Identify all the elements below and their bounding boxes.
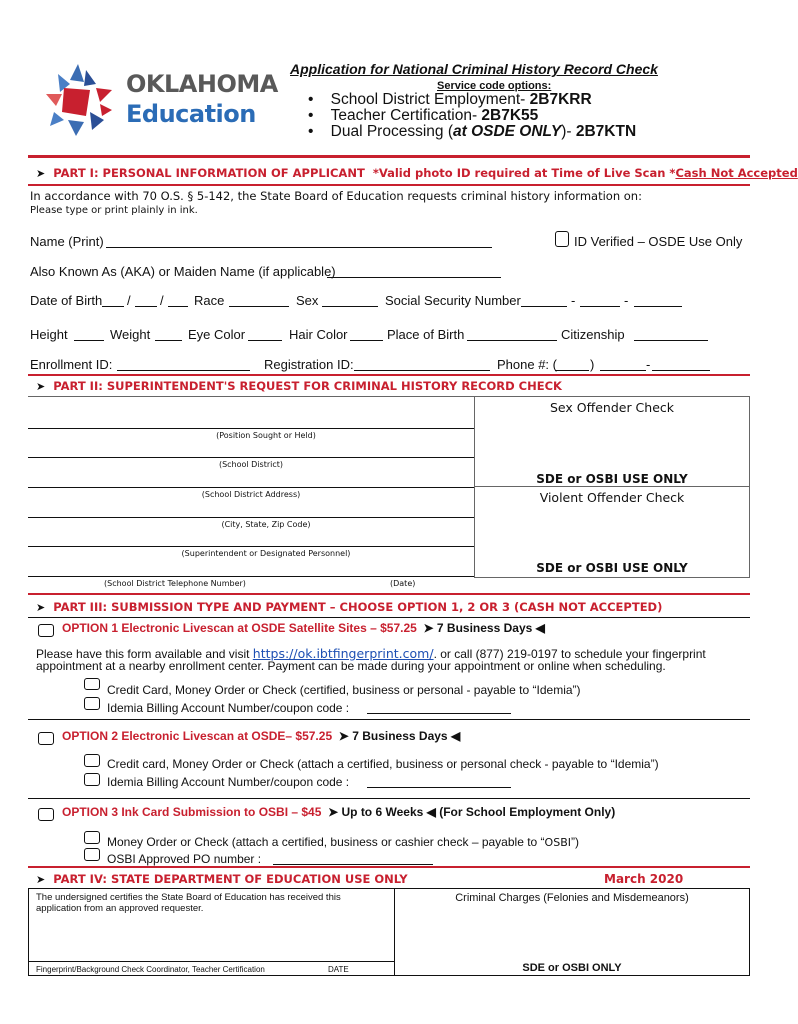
certification-text: The undersigned certifies the State Board of Education has received this application from an approved requester. bbox=[36, 892, 341, 914]
eye-color-input-line[interactable] bbox=[248, 327, 282, 341]
arrow-right-icon: ➤ bbox=[36, 601, 46, 614]
part1-intro2: Please type or print plainly in ink. bbox=[30, 205, 198, 216]
part1-top-bar bbox=[28, 155, 750, 158]
position-label: (Position Sought or Held) bbox=[216, 431, 316, 440]
logo-oklahoma: OKLAHOMA bbox=[126, 70, 278, 98]
part4-date-label: DATE bbox=[328, 965, 349, 974]
arrow-left-icon: ◀ bbox=[535, 621, 545, 635]
superintendent-input-line[interactable] bbox=[28, 546, 474, 547]
height-label: Height bbox=[30, 327, 68, 342]
form-title: Application for National Criminal History Record Check bbox=[290, 61, 658, 77]
service-option-1: • School District Employment- 2B7KRR bbox=[308, 91, 592, 108]
enrollment-id-label: Enrollment ID: bbox=[30, 357, 113, 372]
dob-month-line[interactable] bbox=[102, 293, 124, 307]
option2-credit-card-checkbox[interactable] bbox=[84, 754, 100, 767]
phone-line-number-line[interactable] bbox=[652, 357, 710, 371]
arrow-right-icon: ➤ bbox=[423, 621, 434, 635]
option1-instructions: Please have this form available and visit https://ok.ibtfingerprint.com/. or call (877) 219-0197 to schedule your fingerprint bbox=[36, 646, 706, 661]
hair-color-input-line[interactable] bbox=[350, 327, 383, 341]
superintendent-label: (Superintendent or Designated Personnel) bbox=[181, 549, 351, 558]
phone-close-paren: ) bbox=[590, 357, 595, 372]
option1-credit-card-checkbox[interactable] bbox=[84, 678, 100, 690]
hair-color-label: Hair Color bbox=[289, 327, 348, 342]
ssn-dash: - bbox=[624, 293, 629, 308]
arrow-right-icon: ➤ bbox=[338, 729, 349, 743]
part1-heading: ➤ PART I: PERSONAL INFORMATION OF APPLICANT *Valid photo ID required at Time of Live Scan *Cash Not Accepted bbox=[36, 166, 798, 180]
option3-po-checkbox[interactable] bbox=[84, 848, 100, 861]
height-input-line[interactable] bbox=[74, 327, 104, 341]
eye-color-label: Eye Color bbox=[188, 327, 246, 342]
ssn-part1-line[interactable] bbox=[521, 293, 567, 307]
arrow-left-icon: ◀ bbox=[450, 729, 461, 743]
citizenship-label: Citizenship bbox=[561, 327, 625, 342]
weight-input-line[interactable] bbox=[155, 327, 182, 341]
citizenship-input-line[interactable] bbox=[634, 327, 708, 341]
option2-payment-1: Credit card, Money Order or Check (attach a certified, business or personal check - payable to “Idemia”) bbox=[107, 757, 659, 771]
service-code-label: Service code options: bbox=[437, 80, 552, 92]
ssn-dash: - bbox=[571, 293, 576, 308]
city-state-zip-input-line[interactable] bbox=[28, 517, 474, 518]
school-district-input-line[interactable] bbox=[28, 457, 474, 458]
option3-title: OPTION 3 Ink Card Submission to OSBI – $45 ➤ Up to 6 Weeks ◀ (For School Employment Only) bbox=[62, 805, 616, 819]
service-option-2: • Teacher Certification- 2B7K55 bbox=[308, 107, 539, 124]
part2-table-bottom bbox=[474, 577, 750, 578]
aka-input-line[interactable] bbox=[327, 264, 501, 278]
phone-prefix-line[interactable] bbox=[600, 357, 646, 371]
bullet-icon: • bbox=[308, 91, 331, 108]
form-date: March 2020 bbox=[604, 872, 684, 886]
option1-title: OPTION 1 Electronic Livescan at OSDE Satellite Sites – $57.25 ➤ 7 Business Days ◀ bbox=[62, 621, 545, 635]
part4-heading: ➤ PART IV: STATE DEPARTMENT OF EDUCATION USE ONLY bbox=[36, 872, 408, 886]
dob-label: Date of Birth bbox=[30, 293, 103, 308]
race-label: Race bbox=[194, 293, 225, 308]
dob-day-line[interactable] bbox=[135, 293, 157, 307]
dob-slash: / bbox=[160, 293, 164, 308]
ssn-label: Social Security Number bbox=[385, 293, 521, 308]
school-address-label: (School District Address) bbox=[201, 490, 301, 499]
violent-offender-check: Violent Offender Check bbox=[539, 490, 685, 505]
name-label: Name (Print) bbox=[30, 234, 104, 249]
position-input-line[interactable] bbox=[28, 428, 474, 429]
option3-payment-1: Money Order or Check (attach a certified, business or cashier check – payable to “OSBI”) bbox=[107, 835, 579, 849]
service-option-3: • Dual Processing (at OSDE ONLY)- 2B7KTN bbox=[308, 123, 637, 140]
sex-offender-check: Sex Offender Check bbox=[549, 400, 675, 415]
district-phone-input-line[interactable] bbox=[28, 576, 474, 577]
part3-top-bar bbox=[28, 593, 750, 595]
option3-divider bbox=[28, 798, 750, 799]
weight-label: Weight bbox=[110, 327, 151, 342]
bullet-icon: • bbox=[308, 107, 331, 124]
criminal-charges-label: Criminal Charges (Felonies and Misdemeanors) bbox=[455, 892, 689, 904]
sex-label: Sex bbox=[296, 293, 319, 308]
option3-po-input-line[interactable] bbox=[273, 851, 433, 865]
part4-top-bar bbox=[28, 866, 750, 868]
part3-divider bbox=[28, 617, 750, 618]
part2-table-top bbox=[28, 396, 750, 397]
school-district-label: (School District) bbox=[218, 460, 284, 469]
aka-label: Also Known As (AKA) or Maiden Name (if applicable) bbox=[30, 264, 336, 279]
registration-id-label: Registration ID: bbox=[264, 357, 354, 372]
option3-money-order-checkbox[interactable] bbox=[84, 831, 100, 844]
arrow-right-icon: ➤ bbox=[36, 873, 46, 886]
option2-checkbox[interactable] bbox=[38, 732, 54, 745]
place-of-birth-input-line[interactable] bbox=[467, 327, 557, 341]
option3-checkbox[interactable] bbox=[38, 808, 54, 821]
registration-id-input-line[interactable] bbox=[354, 357, 490, 371]
option1-billing-input-line[interactable] bbox=[367, 700, 511, 714]
option1-payment-2: Idemia Billing Account Number/coupon code : bbox=[107, 701, 350, 715]
phone-area-line[interactable] bbox=[555, 357, 589, 371]
arrow-right-icon: ➤ bbox=[328, 805, 339, 819]
part3-heading: ➤ PART III: SUBMISSION TYPE AND PAYMENT – CHOOSE OPTION 1, 2 OR 3 (CASH NOT ACCEPTED) bbox=[36, 600, 663, 614]
race-input-line[interactable] bbox=[229, 293, 289, 307]
sde-osbi-only: SDE or OSBI ONLY bbox=[522, 962, 622, 974]
arrow-right-icon: ➤ bbox=[36, 380, 46, 393]
sde-osbi-use-only-2: SDE or OSBI USE ONLY bbox=[536, 561, 688, 575]
sex-input-line[interactable] bbox=[322, 293, 378, 307]
coordinator-signature-line[interactable] bbox=[28, 961, 394, 962]
part2-top-bar bbox=[28, 374, 750, 376]
fingerprint-link[interactable]: https://ok.ibtfingerprint.com/ bbox=[252, 646, 434, 661]
option1-payment-1: Credit Card, Money Order or Check (certified, business or personal - payable to “Idemia”) bbox=[107, 683, 581, 697]
city-state-zip-label: (City, State, Zip Code) bbox=[221, 520, 311, 529]
phone-dash: - bbox=[646, 357, 651, 372]
district-phone-label: (School District Telephone Number) bbox=[104, 579, 246, 588]
enrollment-id-input-line[interactable] bbox=[117, 357, 250, 371]
arrow-right-icon: ➤ bbox=[36, 167, 46, 180]
option1-billing-checkbox[interactable] bbox=[84, 697, 100, 710]
option3-payment-2: OSBI Approved PO number : bbox=[107, 852, 262, 866]
school-address-input-line[interactable] bbox=[28, 487, 474, 488]
dob-year-line[interactable] bbox=[168, 293, 188, 307]
sde-osbi-use-only-1: SDE or OSBI USE ONLY bbox=[536, 472, 688, 486]
option2-billing-checkbox[interactable] bbox=[84, 773, 100, 786]
option2-title: OPTION 2 Electronic Livescan at OSDE– $57.25 ➤ 7 Business Days ◀ bbox=[62, 729, 461, 743]
option1-checkbox[interactable] bbox=[38, 624, 54, 637]
option2-divider bbox=[28, 719, 750, 720]
place-of-birth-label: Place of Birth bbox=[387, 327, 465, 342]
id-verified-label: ID Verified – OSDE Use Only bbox=[574, 234, 743, 249]
part2-right-mid bbox=[474, 486, 750, 487]
arrow-left-icon: ◀ bbox=[426, 805, 436, 819]
dob-slash: / bbox=[127, 293, 131, 308]
id-verified-checkbox[interactable] bbox=[555, 231, 569, 247]
logo-education: Education bbox=[126, 100, 256, 128]
part2-heading: ➤ PART II: SUPERINTENDENT'S REQUEST FOR CRIMINAL HISTORY RECORD CHECK bbox=[36, 379, 562, 393]
part1-intro: In accordance with 70 O.S. § 5-142, the State Board of Education requests criminal history information on: bbox=[30, 189, 642, 203]
option2-payment-2: Idemia Billing Account Number/coupon code : bbox=[107, 775, 350, 789]
part2-table-right bbox=[749, 396, 750, 578]
coordinator-label: Fingerprint/Background Check Coordinator, Teacher Certification bbox=[36, 965, 265, 974]
oklahoma-education-logo bbox=[40, 60, 280, 140]
option2-billing-input-line[interactable] bbox=[367, 774, 511, 788]
star-logo-icon bbox=[40, 60, 116, 140]
option1-instructions-2: appointment at a nearby enrollment center. Payment can be made during your appointment or online when scheduling. bbox=[36, 659, 666, 673]
name-input-line[interactable] bbox=[106, 234, 492, 248]
ssn-part3-line[interactable] bbox=[634, 293, 682, 307]
phone-label: Phone #: ( bbox=[497, 357, 557, 372]
date-label: (Date) bbox=[390, 579, 416, 588]
ssn-part2-line[interactable] bbox=[580, 293, 620, 307]
part1-bottom-bar bbox=[28, 184, 750, 186]
bullet-icon: • bbox=[308, 123, 331, 140]
